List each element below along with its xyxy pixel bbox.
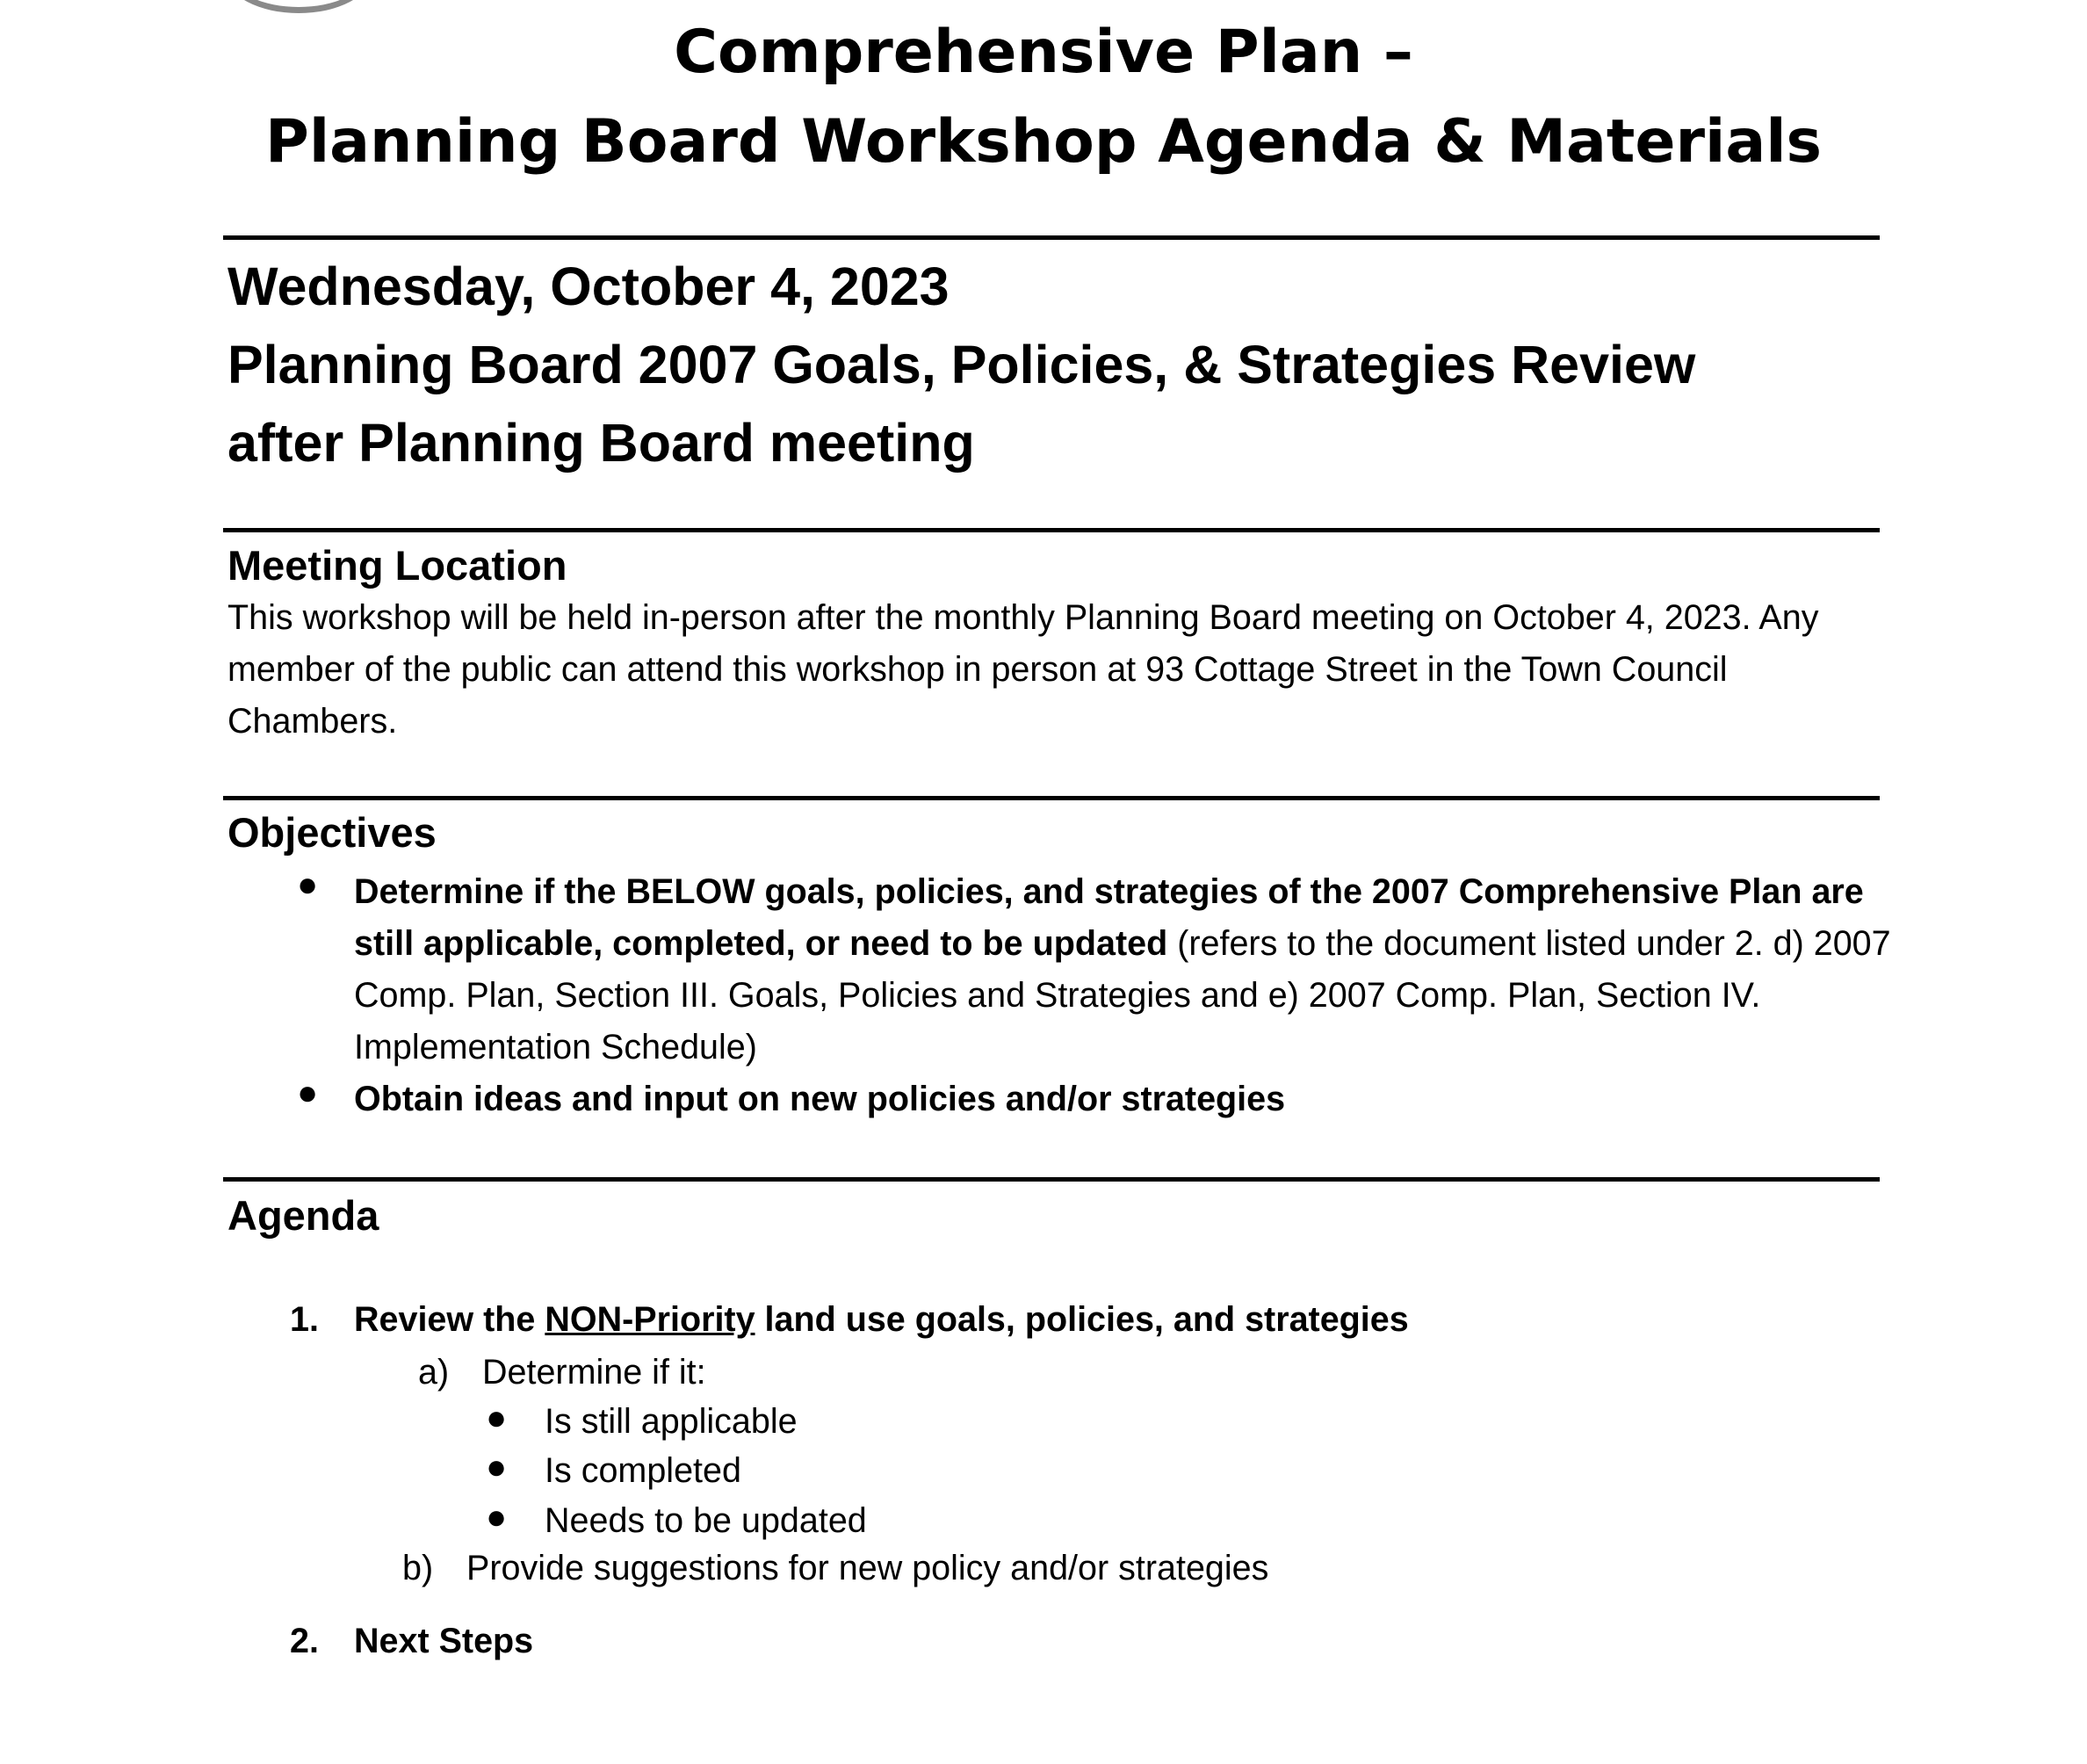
agenda-heading: Agenda bbox=[227, 1192, 379, 1239]
agenda-item-1: Review the NON-Priority land use goals, policies, and strategies bbox=[354, 1300, 1409, 1339]
sub-item-b-label: b) bbox=[402, 1549, 434, 1587]
location-section bbox=[227, 539, 1888, 748]
agenda-item-2-number: 2. bbox=[290, 1622, 319, 1660]
page-title-line2: Planning Board Workshop Agenda & Materials bbox=[265, 107, 1822, 177]
bullet-icon: ● bbox=[297, 865, 319, 904]
meeting-header bbox=[227, 248, 1695, 482]
objective-item-1 bbox=[354, 866, 1900, 1074]
page-title-line1: Comprehensive Plan – bbox=[674, 18, 1413, 87]
location-heading: Meeting Location bbox=[227, 542, 567, 589]
objectives-heading-wrap bbox=[227, 806, 437, 859]
sub-item-a-text: Determine if it: bbox=[482, 1353, 706, 1392]
divider bbox=[223, 528, 1880, 532]
objective-item-2: Obtain ideas and input on new policies and/or strategies bbox=[354, 1080, 1286, 1118]
bullet-icon: ● bbox=[486, 1399, 508, 1437]
location-text: This workshop will be held in-person after the monthly Planning Board meeting on October 4, 2023. Any member of the public can attend this workshop in person at 93 Cottage Street in the Town Council Chambers. bbox=[227, 598, 1819, 741]
objective-item-1-rest: (refers to the document listed under 2. d) 2007 Comp. Plan, Section III. Goals, Policies and Strategies and e) 2007 Comp. Plan, Section IV. Implementation Schedule) bbox=[354, 924, 1891, 1066]
sub-bullet-3: Needs to be updated bbox=[545, 1501, 867, 1540]
objective-item-1-bold: Determine if the BELOW goals, policies, and strategies of the 2007 Comprehensive Plan are still applicable, completed, or need to be updated bbox=[354, 872, 1864, 963]
meeting-date: Wednesday, October 4, 2023 bbox=[227, 257, 950, 316]
sub-item-a-label: a) bbox=[418, 1353, 450, 1392]
bullet-icon: ● bbox=[297, 1074, 319, 1112]
bullet-icon: ● bbox=[486, 1448, 508, 1486]
sub-bullet-2: Is completed bbox=[545, 1451, 741, 1490]
agenda-item-1-number: 1. bbox=[290, 1300, 319, 1339]
meeting-topic-line2: after Planning Board meeting bbox=[227, 413, 975, 473]
agenda-item-2: Next Steps bbox=[354, 1622, 534, 1660]
divider bbox=[223, 796, 1880, 800]
agenda-heading-wrap bbox=[227, 1189, 379, 1242]
bullet-icon: ● bbox=[486, 1498, 508, 1536]
meeting-topic-line1: Planning Board 2007 Goals, Policies, & Strategies Review bbox=[227, 335, 1696, 394]
non-priority-label: NON-Priority bbox=[545, 1300, 755, 1339]
divider bbox=[223, 1177, 1880, 1182]
objectives-heading: Objectives bbox=[227, 809, 437, 856]
sub-bullet-1: Is still applicable bbox=[545, 1402, 798, 1441]
sub-item-b-text: Provide suggestions for new policy and/or strategies bbox=[466, 1549, 1269, 1587]
divider bbox=[223, 235, 1880, 240]
